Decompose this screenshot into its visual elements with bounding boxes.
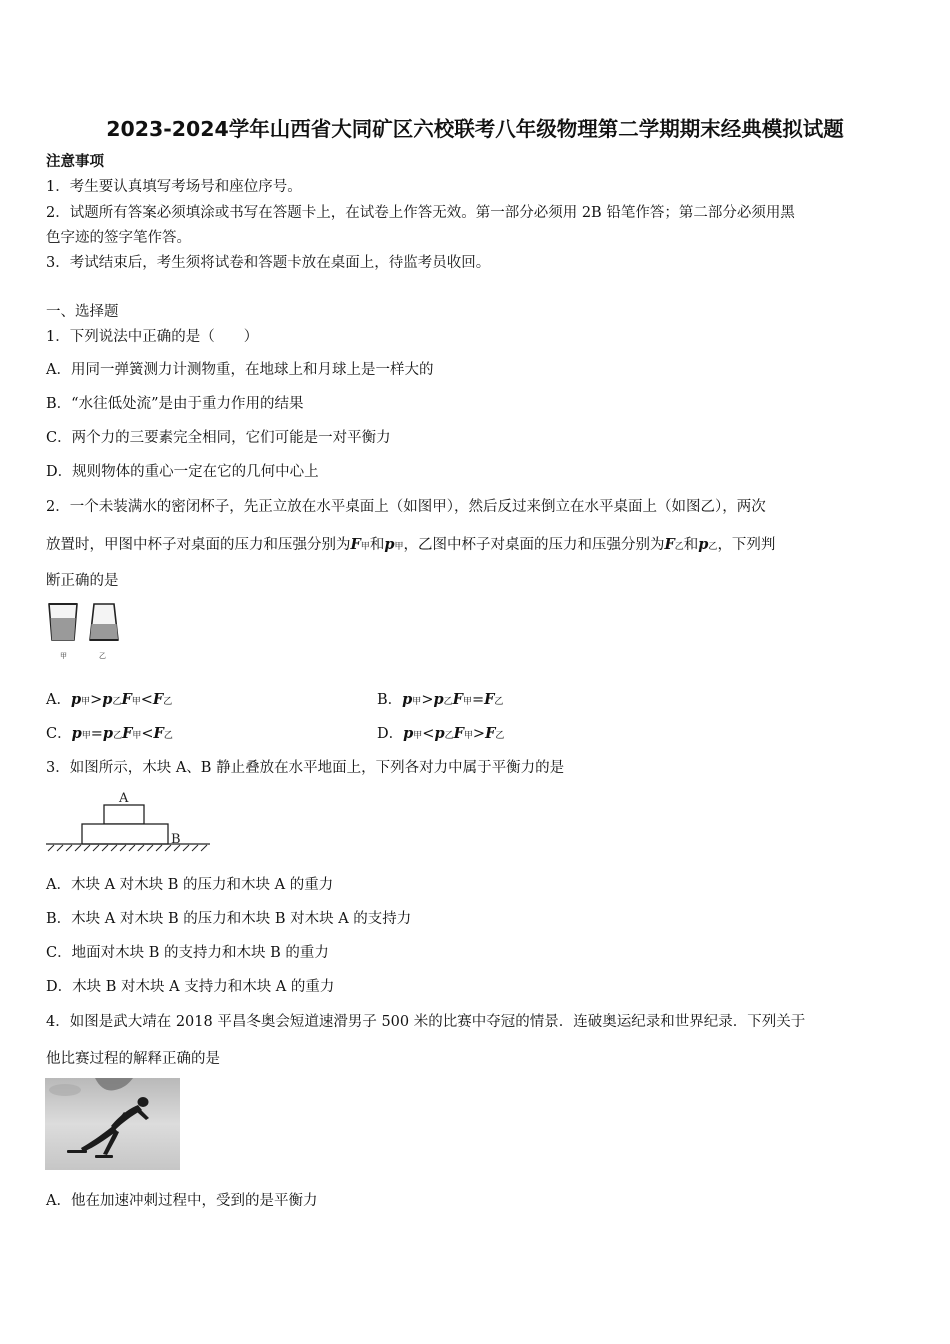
- q1-option-b: B．“水往低处流”是由于重力作用的结果: [46, 396, 304, 412]
- q4-stem-line1: 4．如图是武大靖在 2018 平昌冬奥会短道速滑男子 500 米的比赛中夺冠的情景．连破奥运纪录和世界纪录．下列关于: [46, 1014, 806, 1030]
- q3-option-c: C．地面对木块 B 的支持力和木块 B 的重力: [46, 945, 329, 961]
- notice-item-2: 2．试题所有答案必须填涂或书写在答题卡上，在试卷上作答无效。第一部分必须用 2B 铅笔作答；第二部分必须用黑: [46, 205, 795, 221]
- cup-upright: [49, 604, 77, 640]
- notice-item-2-cont: 色字迹的签字笔作答。: [46, 230, 191, 246]
- label-a: A: [119, 791, 129, 806]
- fig-label-yi: 乙: [99, 652, 106, 660]
- q2-stem-text-a: 放置时，甲图中杯子对桌面的压力和压强分别为: [46, 537, 351, 553]
- notice-heading: 注意事项: [46, 153, 104, 170]
- cup-inverted: [90, 604, 118, 640]
- q2-stem-text-c: ，下列判: [717, 537, 776, 553]
- q2-stem-line3: 断正确的是: [46, 573, 119, 589]
- skater-photo: [45, 1078, 180, 1170]
- q2-option-b: B．p甲>p乙F甲=F乙: [377, 691, 504, 708]
- q2-stem-line1: 2．一个未装满水的密闭杯子，先正立放在水平桌面上（如图甲），然后反过来倒立在水平桌面上（如图乙），两次: [46, 499, 766, 515]
- q1-option-c: C．两个力的三要素完全相同，它们可能是一对平衡力: [46, 430, 391, 446]
- q3-stem: 3．如图所示，木块 A、B 静止叠放在水平地面上，下列各对力中属于平衡力的是: [46, 760, 565, 776]
- block-a: [104, 805, 144, 824]
- page-title: 2023-2024学年山西省大同矿区六校联考八年级物理第二学期期末经典模拟试题: [106, 117, 844, 141]
- q2-option-c: C．p甲=p乙F甲<F乙: [46, 725, 173, 742]
- notice-item-1: 1．考生要认真填写考场号和座位序号。: [46, 179, 302, 195]
- block-b: [82, 824, 168, 844]
- q4-option-a: A．他在加速冲刺过程中，受到的是平衡力: [46, 1193, 318, 1209]
- section-heading: 一、选择题: [46, 304, 119, 320]
- label-b: B: [171, 832, 181, 847]
- notice-item-3: 3．考试结束后，考生须将试卷和答题卡放在桌面上，待监考员收回。: [46, 255, 491, 271]
- q2-option-d: D．p甲<p乙F甲>F乙: [377, 725, 505, 742]
- q2-stem-text-b: ，乙图中杯子对桌面的压力和压强分别为: [403, 537, 665, 553]
- q2-stem-line2: 放置时，甲图中杯子对桌面的压力和压强分别为F甲和p甲，乙图中杯子对桌面的压力和压强分别为F乙和p乙，下列判: [46, 536, 776, 553]
- q3-option-b: B．木块 A 对木块 B 的压力和木块 B 对木块 A 的支持力: [46, 911, 412, 927]
- fig-label-jia: 甲: [60, 652, 67, 660]
- q2-option-a: A．p甲>p乙F甲<F乙: [46, 691, 173, 708]
- q1-stem: 1．下列说法中正确的是（ ）: [46, 329, 259, 345]
- q2-cups-figure: [44, 602, 128, 664]
- q1-option-d: D．规则物体的重心一定在它的几何中心上: [46, 464, 319, 480]
- q3-option-a: A．木块 A 对木块 B 的压力和木块 A 的重力: [46, 877, 334, 893]
- q1-option-a: A．用同一弹簧测力计测物重，在地球上和月球上是一样大的: [46, 362, 434, 378]
- q3-option-d: D．木块 B 对木块 A 支持力和木块 A 的重力: [46, 979, 335, 995]
- q3-blocks-figure: [44, 788, 214, 858]
- q4-stem-line2: 他比赛过程的解释正确的是: [46, 1051, 220, 1067]
